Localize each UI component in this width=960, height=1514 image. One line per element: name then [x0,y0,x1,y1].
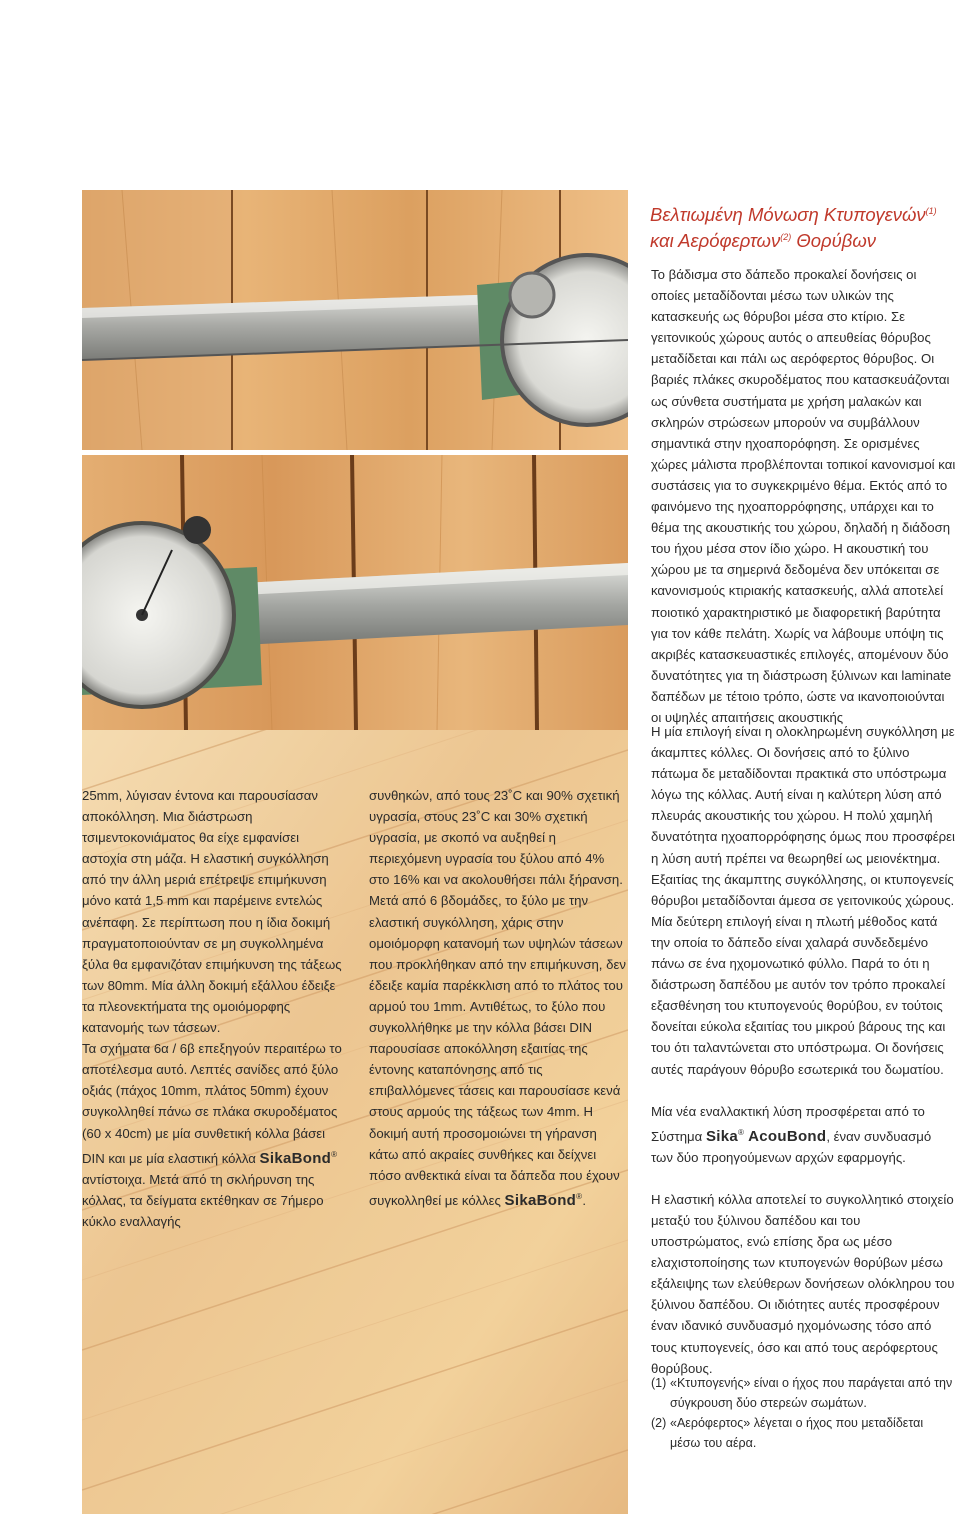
heading-line-2b: Θορύβων [791,230,877,252]
registered-mark: ® [331,1149,338,1159]
footnote-number: (1) [651,1376,667,1390]
section-heading [650,200,950,252]
photo-caliper-sikabond [82,190,628,450]
solutions-paragraph-2-end: , έναν συνδυασμό των δύο προηγούμενων αρχών εφαρμογής. [651,1128,932,1165]
sikabond-brand [505,1192,583,1209]
sikabond-brand [260,1150,338,1167]
solutions-paragraph-3: Η ελαστική κόλλα αποτελεί το συγκολλητικό στοιχείο μεταξύ του ξύλινου δαπέδου και του υποστρώματος, ενώ επίσης δρα ως μέσο ελαχιστοποίησης των κτυπογενών θορύβων μέσω εξάλειψης των ελεύθερων δονήσεων ολόκληρου του ξύλινου δαπέδου. Οι ιδιότητες αυτές προσφέρουν έναν ιδανικό συνδυασμό ηχομόνωσης τόσο από τους κτυπογενείς, όσο και από τους αερόφερτους θορύβους. [651,1191,955,1376]
sika-brand-name: Sika [705,1127,738,1145]
test-paragraph-2-end: αντίστοιχα. Μετά από τη σκλήρυνση της κόλλας, τα δείγματα εκτέθηκαν σε 7ήμερο κύκλο εναλλαγής [82,1171,324,1229]
test-paragraph-2-text: Τα σχήματα 6α / 6β επεξηγούν περαιτέρω το αποτέλεσμα αυτό. Λεπτές σανίδες από ξύλο οξιάς (πάχος 10mm, πλάτος 50mm) έχουν συγκολληθεί πάνω σε πλάκα σκυροδέματος (60 x 40cm) με μία συνθετική κόλλα βάσει DIN και με μία ελαστική κόλλα [82,1041,342,1166]
footnote-1 [651,1373,956,1413]
heading-line-1: Βελτιωμένη Μόνωση Κτυπογενών [650,204,926,226]
climate-paragraph-end: . [582,1192,586,1208]
test-paragraph-2 [82,1038,342,1232]
footnote-2 [651,1413,956,1453]
intro-paragraph: Το βάδισμα στο δάπεδο προκαλεί δονήσεις οι οποίες μεταδίδονται μέσω των υλικών της κατασκευής ως θόρυβοι μέσα στο κτίριο. Σε γειτονικούς χώρους αυτός ο απευθείας θόρυβος μεταδίδεται και πάλι ως αερόφερτος θόρυβος. Οι βαριές πλάκες σκυροδέματος που κατασκευάζονται ως σύνθετα συστήματα με χρήση μαλακών και σκληρών στρώσεων μπορούν να συμβάλλουν σημαντικά στην ηχοαπορόφηση. Σε ορισμένες χώρες μάλιστα προβλέπονται τοπικοί κανονισμοί και συστάσεις για το συγκεκριμένο θέμα. Εκτός από το φαινόμενο της ηχοαπορρόφησης, υπάρχει και το θέμα της ακουστικής του χώρου, δηλαδή η διάδοση του ήχου μέσα στον ίδιο χώρο. Η ακουστική του χώρου με τα σημερινά δεδομένα δεν υπόκειται σε κανονισμούς κτιριακής κατασκευής, αλλά αποτελεί ποιοτικό χαρακτηριστικό με διαφορετική βαρύτητα για τον κάθε πελάτη. Χωρίς να λάβουμε υπόψη τις ακριβές κατασκευαστικές επιλογές, απομένουν δύο δυνατότητες για τη διάστρωση ξύλινων και laminate δαπέδων με τέτοιο τρόπο, ώστε να ικανοποιούνται οι υψηλές απαιτήσεις ακουστικής [651,267,956,725]
solutions-column [651,721,956,1379]
solutions-paragraph-1: Η μία επιλογή είναι η ολοκληρωμένη συγκόλληση με άκαμπτες κόλλες. Οι δονήσεις από το ξύλινο πάτωμα δε μεταδίδονται πρακτικά στο υπόστρωμα λόγω της κόλλας. Αυτή είναι η καλύτερη λύση από πλευράς ακουστικής του χώρου. Η πολύ χαμηλή δυνατότητα ηχοαπορρόφησης όμως που προσφέρει η λύση αυτή πρέπει να θεωρηθεί ως μειονέκτημα. Εξαιτίας της άκαμπτης συγκόλλησης, οι κτυπογενείς θόρυβοι μεταδίδονται άμεσα σε γειτονικούς χώρους. Μία δεύτερη επιλογή είναι η πλωτή μέθοδος κατά την οποία το δάπεδο είναι χαλαρά συνδεδεμένο πάνω σε ένα ηχομονωτικό φύλλο. Παρά το ότι η διάστρωση δαπέδου με αυτόν τον τρόπο προκαλεί εξασθένηση του κτυπογενούς θορύβου, εν τούτοις δονείται εύκολα εξαιτίας του μικρού βάρους της και του ότι ταλαντώνεται στο υπόστρωμα. Οι δονήσεις αυτές παράγουν θόρυβο εσωτερικά του δωματίου. [651,724,955,1077]
climate-paragraph [369,785,627,1211]
climate-cycle-column [369,785,627,1211]
footnote-text: «Αερόφερτος» λέγεται ο ήχος που μεταδίδεται μέσω του αέρα. [670,1416,924,1450]
footnotes [651,1373,956,1453]
solutions-paragraph-2 [651,1101,956,1168]
acoubond-brand-name: AcouBond [744,1127,827,1145]
sikabond-brand-name: SikaBond [504,1191,577,1209]
footnote-ref-2: (2) [780,232,792,243]
test-paragraph-1: 25mm, λύγισαν έντονα και παρουσίασαν αποκόλληση. Μια διάστρωση τσιμεντοκονιάματος θα είχε εμφανίσει αστοχία στη μάζα. Η ελαστική συγκόλληση από την άλλη μεριά επέτρεψε επιμήκυνση μόνο κατά 1,5 mm και παρέμεινε εντελώς ανέπαφη. Σε περίπτωση που η ίδια δοκιμή πραγματοποιούνταν σε μη συγκολλημένα ξύλα θα εμφανιζόταν επιμήκυνση της τάξεως των 80mm. Μία άλλη δοκιμή εξάλλου έδειξε τα πλεονεκτήματα της ομοιόμορφης κατανομής των τάσεων. [82,788,342,1036]
photo-caliper-resin [82,455,628,730]
sikabond-brand-name: SikaBond [259,1149,332,1167]
registered-mark: ® [576,1191,583,1201]
test-results-column [82,785,342,1232]
footnote-number: (2) [651,1416,667,1430]
climate-paragraph-text: συνθηκών, από τους 23˚C και 90% σχετική υγρασία, στους 23˚C και 30% σχετική υγρασία, με σκοπό να αυξηθεί η περιεχόμενη υγρασία του ξύλου από 4% στο 16% και να ακολουθήσει πάλι ξήρανση. Μετά από 6 βδομάδες, το ξύλο με την ελαστική συγκόλληση, χάρις στην ομοιόμορφη κατανομή των υψηλών τάσεων που προκλήθηκαν από την επιμήκυνση, δεν έδειξε καμία παρέκκλιση από το πλάτος του αρμού του 1mm. Αντιθέτως, το ξύλο που συγκολλήθηκε με την κόλλα βάσει DIN παρουσίασε αποκόλληση εξαιτίας της έντονης καταπόνησης από τις επιβαλλόμενες τάσεις και παρουσίασε κενά στους αρμούς της τάξεως των 4mm. Η δοκιμή αυτή προσομοιώνει τη γήρανση κάτω από ακραίες συνθήκες και δείχνει πόσο ανθεκτικά είναι τα δάπεδα που έχουν συγκολληθεί με κόλλες [369,788,626,1208]
registered-mark: ® [738,1127,745,1137]
solutions-paragraph-2-text: Μία νέα εναλλακτική λύση προσφέρεται από το Σύστημα [651,1103,925,1144]
heading-line-2a: και Αερόφερτων [650,230,781,252]
footnote-text: «Κτυπογενής» είναι ο ήχος που παράγεται από την σύγκρουση δύο στερεών σωμάτων. [670,1376,953,1410]
footnote-ref-1: (1) [925,206,937,216]
sika-acoubond-brand [706,1128,826,1145]
intro-column [651,264,956,728]
